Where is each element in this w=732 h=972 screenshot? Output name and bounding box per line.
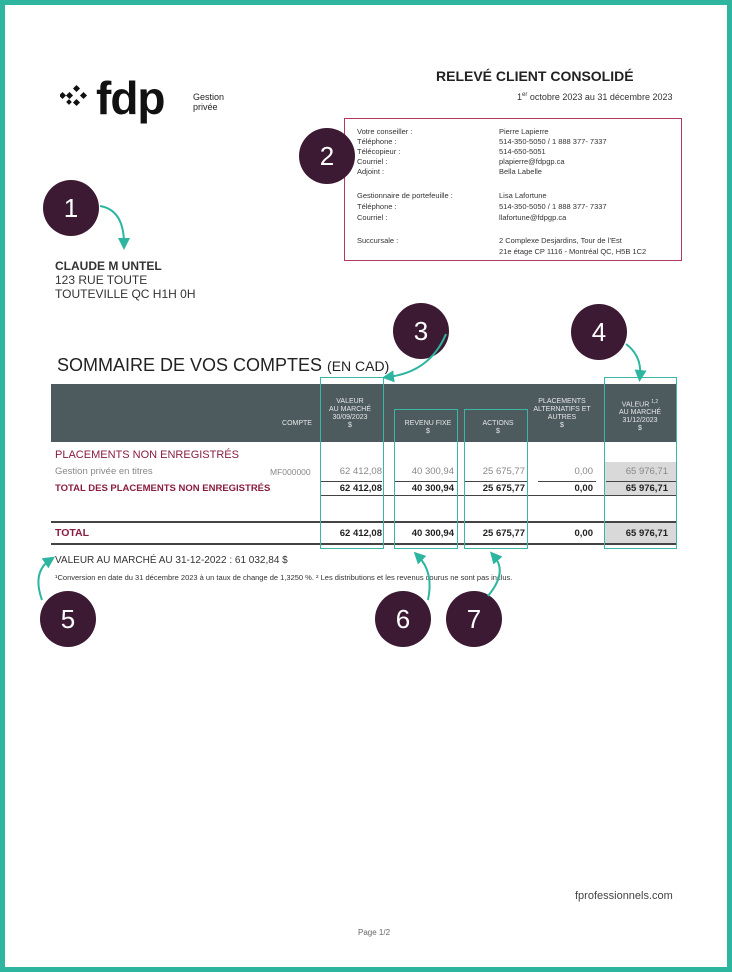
contact-value: plapierre@fdpgp.ca bbox=[499, 157, 565, 166]
contact-value: Bella Labelle bbox=[499, 167, 542, 176]
contact-label: Adjoint : bbox=[357, 167, 385, 176]
subtotal-value-start: 62 412,08 bbox=[339, 483, 382, 494]
header-sup: 1,2 bbox=[651, 399, 659, 405]
subtotal-value-alt: 0,00 bbox=[574, 483, 593, 494]
contact-value: 2 Complexe Desjardins, Tour de l’Est bbox=[499, 236, 622, 245]
header-line-text: VALEUR bbox=[621, 401, 650, 409]
header-line: AU MARCHÉ bbox=[618, 409, 661, 417]
header-line: PLACEMENTS bbox=[538, 398, 586, 405]
client-name: CLAUDE M UNTEL bbox=[55, 259, 162, 273]
period-rest: octobre 2023 au 31 décembre 2023 bbox=[527, 92, 673, 102]
total-value-end: 65 976,71 bbox=[625, 528, 668, 539]
total-value-actions: 25 675,77 bbox=[482, 528, 525, 539]
contact-label: Télécopieur : bbox=[357, 147, 401, 156]
badge-1: 1 bbox=[43, 180, 99, 236]
contact-value: 21e étage CP 1116 - Montréal QC, H5B 1C2 bbox=[499, 247, 647, 256]
market-value-2022: VALEUR AU MARCHÉ AU 31-12-2022 : 61 032,84 $ bbox=[55, 555, 288, 566]
badge-2: 2 bbox=[299, 128, 355, 184]
period-prefix: 1 bbox=[517, 92, 523, 102]
logo-wordmark: fdp bbox=[96, 72, 165, 124]
total-value-revenu: 40 300,94 bbox=[411, 528, 454, 539]
summary-title-text: SOMMAIRE DE VOS COMPTES bbox=[57, 355, 328, 375]
contact-value: 514-350-5050 / 1 888 377- 7337 bbox=[499, 202, 607, 211]
logo-subtitle-line1: Gestion bbox=[193, 92, 225, 102]
total-label: TOTAL bbox=[55, 527, 90, 539]
contact-value: Lisa Lafortune bbox=[499, 191, 547, 200]
client-address-line1: 123 RUE TOUTE bbox=[55, 273, 148, 287]
header-line: VALEUR bbox=[336, 398, 364, 405]
footnote: ¹Conversion en date du 31 décembre 2023 à un taux de change de 1,3250 %. ² Les distributions et les revenus courus ne sont pas inclus. bbox=[55, 573, 513, 582]
arrow-3-icon bbox=[388, 334, 446, 377]
header-line: ACTIONS bbox=[482, 420, 514, 427]
contact-label: Courriel : bbox=[357, 213, 388, 222]
period-sup: er bbox=[522, 92, 528, 98]
row-value-end: 65 976,71 bbox=[625, 466, 668, 477]
contact-label: Téléphone : bbox=[357, 202, 397, 211]
row-value-start: 62 412,08 bbox=[339, 466, 382, 477]
arrow-7-icon bbox=[488, 556, 500, 596]
row-value-revenu: 40 300,94 bbox=[411, 466, 454, 477]
header-line: 31/12/2023 bbox=[622, 417, 658, 425]
contact-value: llafortune@fdpgp.ca bbox=[499, 213, 567, 222]
subtotal-value-actions: 25 675,77 bbox=[482, 483, 525, 494]
badge-4: 4 bbox=[571, 304, 627, 360]
summary-currency: (EN CAD) bbox=[327, 358, 390, 374]
website: fprofessionnels.com bbox=[575, 890, 673, 902]
arrow-6-icon bbox=[418, 556, 430, 600]
header-line: $ bbox=[638, 425, 642, 433]
total-value-start: 62 412,08 bbox=[339, 528, 382, 539]
header-line: $ bbox=[348, 422, 352, 429]
badge-7: 7 bbox=[446, 591, 502, 647]
section-title: PLACEMENTS NON ENREGISTRÉS bbox=[55, 449, 239, 461]
header-line: AUTRES bbox=[547, 414, 577, 421]
contact-label: Votre conseiller : bbox=[357, 127, 413, 136]
contact-label: Succursale : bbox=[357, 236, 399, 245]
subtotal-value-end: 65 976,71 bbox=[625, 483, 668, 494]
contact-label: Téléphone : bbox=[357, 137, 397, 146]
badge-5: 5 bbox=[40, 591, 96, 647]
header-line: 30/09/2023 bbox=[332, 414, 368, 421]
client-address-line2: TOUTEVILLE QC H1H 0H bbox=[55, 287, 196, 301]
row-account: MF000000 bbox=[270, 467, 311, 477]
statement-title: RELEVÉ CLIENT CONSOLIDÉ bbox=[436, 68, 634, 84]
row-value-alt: 0,00 bbox=[574, 466, 593, 477]
arrow-4-icon bbox=[626, 344, 640, 376]
total-value-alt: 0,00 bbox=[574, 528, 593, 539]
contact-value: Pierre Lapierre bbox=[499, 127, 549, 136]
contact-label: Gestionnaire de portefeuille : bbox=[357, 191, 453, 200]
contact-label: Courriel : bbox=[357, 157, 388, 166]
header-line: $ bbox=[426, 428, 430, 435]
header-compte: COMPTE bbox=[282, 420, 312, 427]
badge-6: 6 bbox=[375, 591, 431, 647]
arrow-5-icon bbox=[38, 560, 50, 600]
contact-value: 514-650-5051 bbox=[499, 147, 546, 156]
header-line: REVENU FIXE bbox=[404, 420, 452, 427]
subtotal-label: TOTAL DES PLACEMENTS NON ENREGISTRÉS bbox=[55, 483, 271, 494]
header-line: $ bbox=[560, 422, 564, 429]
header-line: ALTERNATIFS ET bbox=[533, 406, 591, 413]
page-number: Page 1/2 bbox=[358, 928, 391, 937]
contact-value: 514-350-5050 / 1 888 377- 7337 bbox=[499, 137, 607, 146]
arrow-1-icon bbox=[100, 206, 124, 244]
header-line: AU MARCHÉ bbox=[328, 406, 371, 413]
logo-subtitle-line2: privée bbox=[193, 102, 218, 112]
subtotal-value-revenu: 40 300,94 bbox=[411, 483, 454, 494]
row-value-actions: 25 675,77 bbox=[482, 466, 525, 477]
badge-3: 3 bbox=[393, 303, 449, 359]
row-label: Gestion privée en titres bbox=[55, 466, 153, 477]
header-line: $ bbox=[496, 428, 500, 435]
